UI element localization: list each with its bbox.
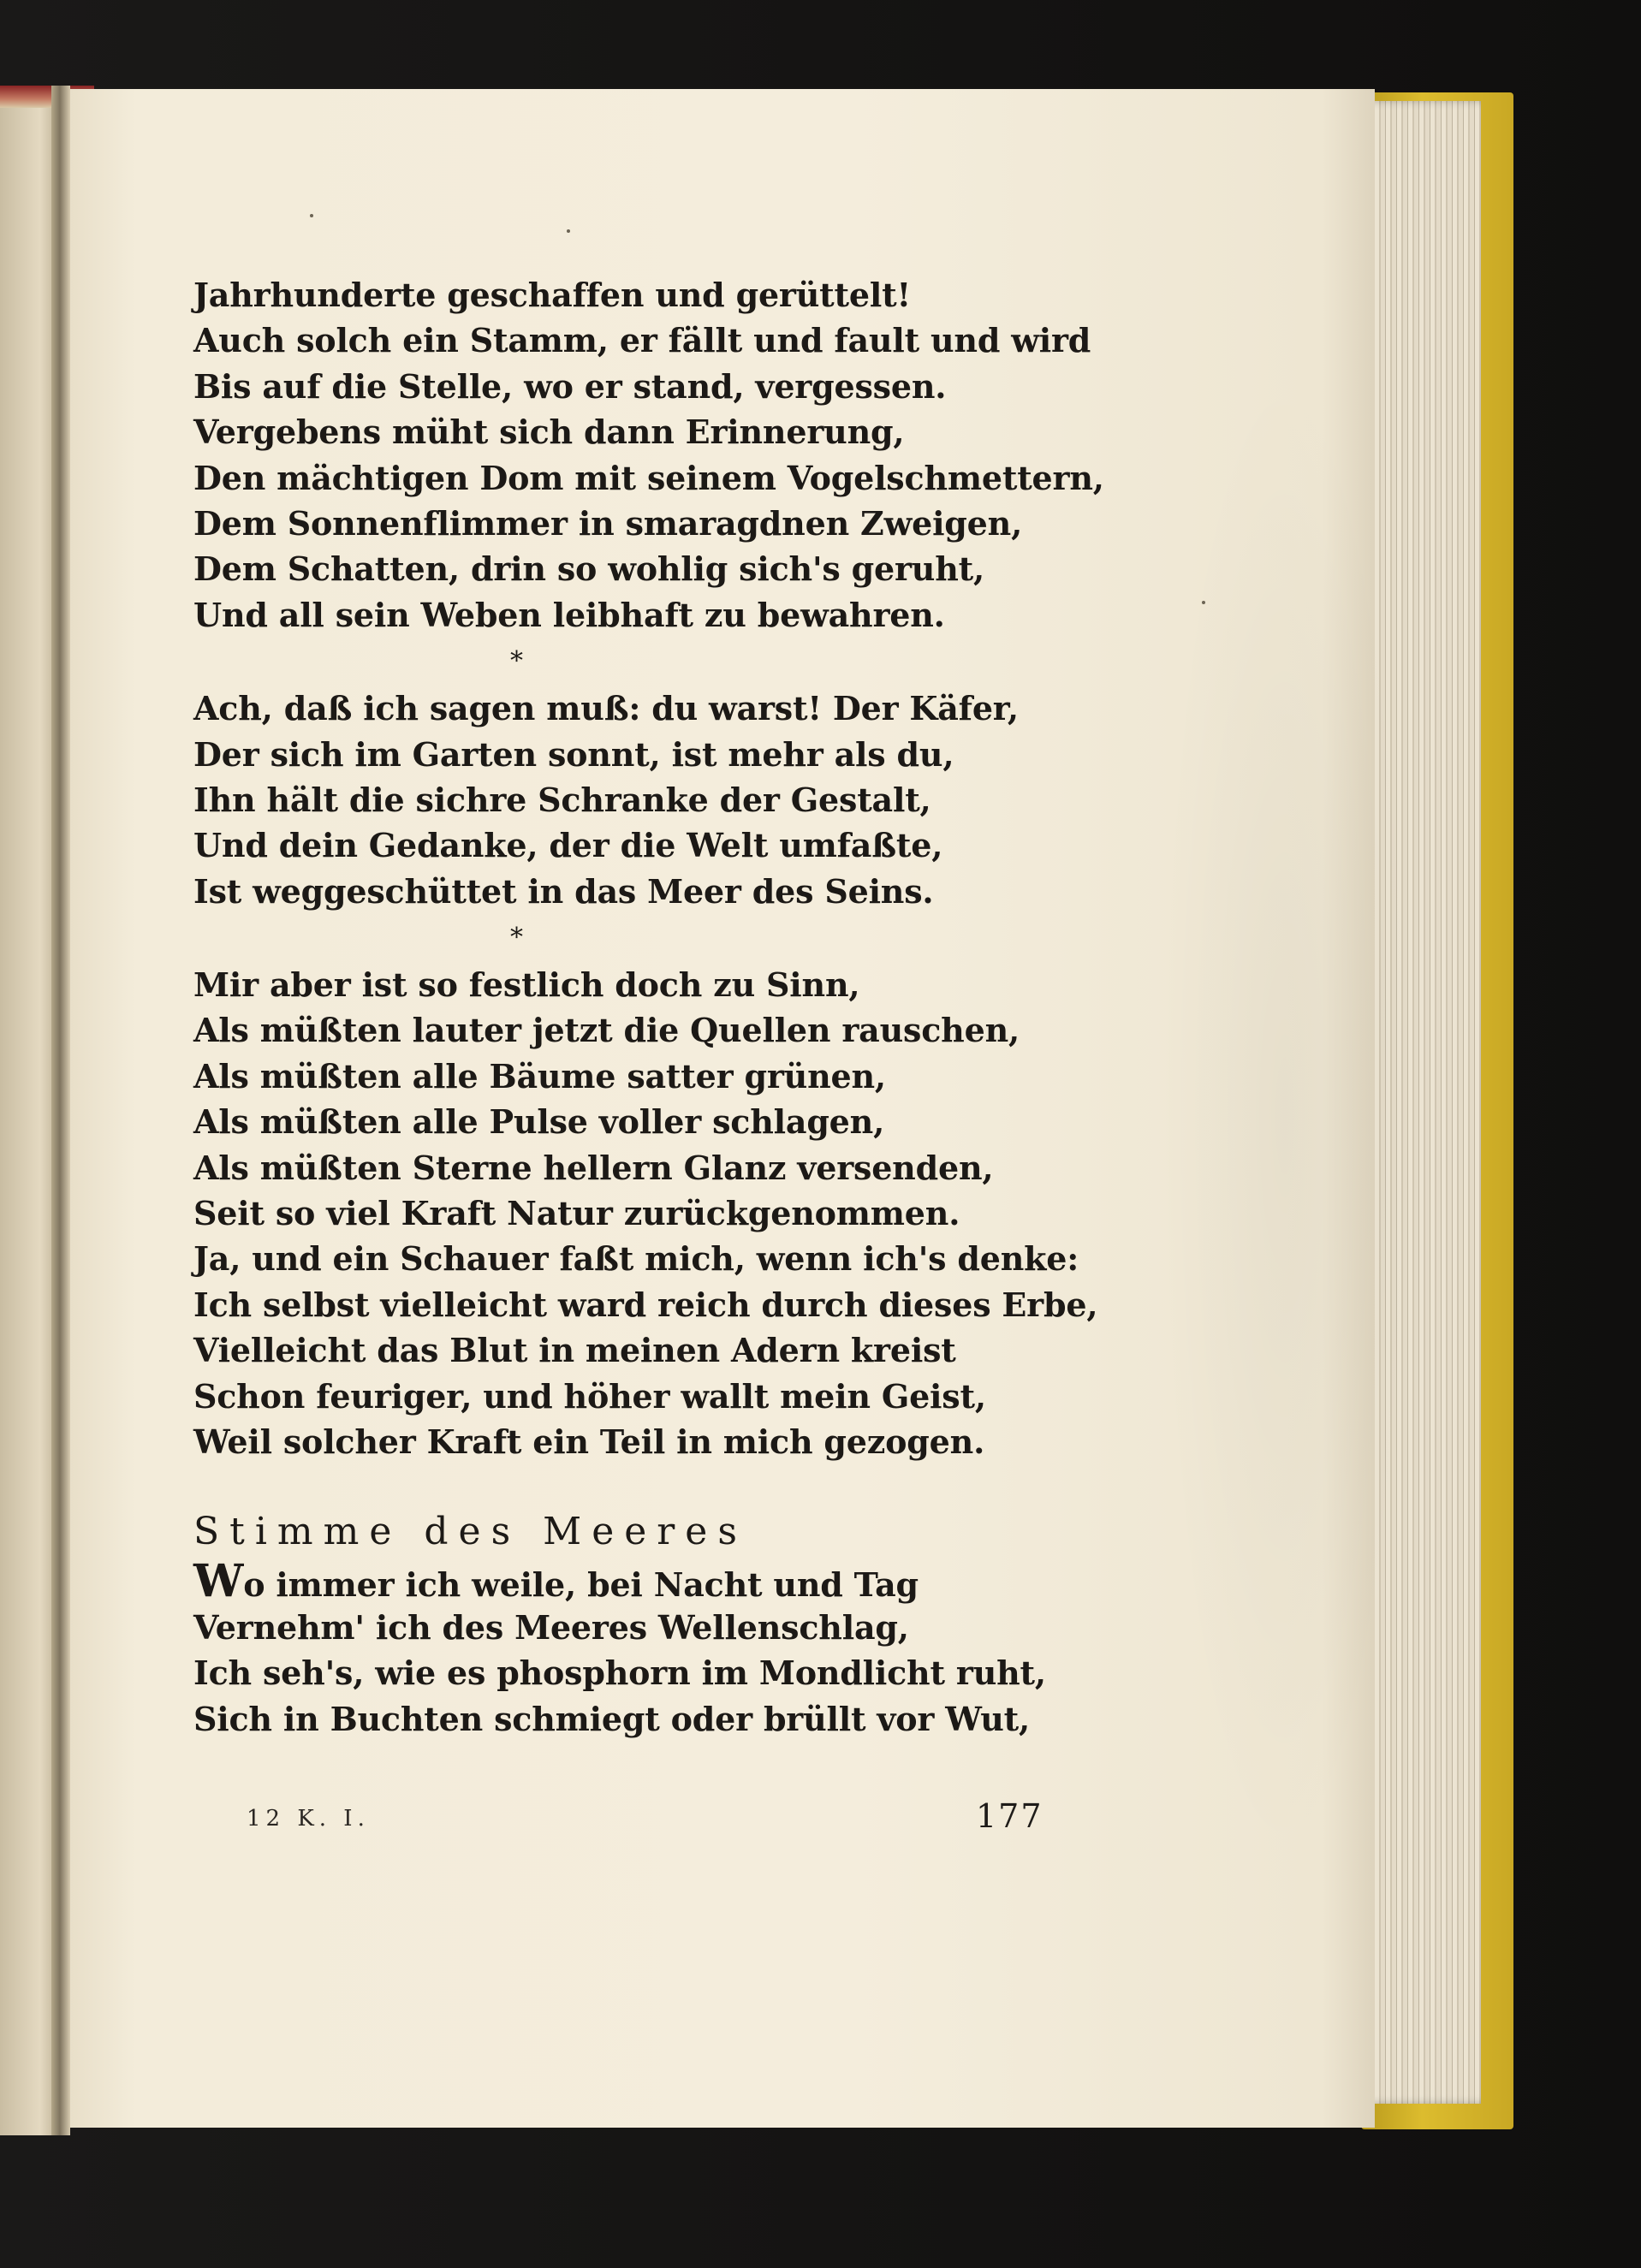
verse-line: Ich seh's, wie es phosphorn im Mondlicht ruht, [193, 1654, 1046, 1693]
verse-line: Als müßten lauter jetzt die Quellen rauschen, [193, 1011, 1020, 1050]
verse-line: Ach, daß ich sagen muß: du warst! Der Käfer, [193, 689, 1019, 728]
show-through-shadow [1156, 346, 1413, 1886]
verse-line: Vernehm' ich des Meeres Wellenschlag, [193, 1607, 909, 1647]
verse-line: Auch solch ein Stamm, er fällt und fault und wird [193, 321, 1091, 360]
signature-mark: 12 K. I. [247, 1806, 370, 1832]
verse-line: Dem Sonnenflimmer in smaragdnen Zweigen, [193, 503, 1023, 543]
verse-line: Und all sein Weben leibhaft zu bewahren. [193, 595, 945, 634]
verse-line: Als müßten Sterne hellern Glanz versenden, [193, 1148, 994, 1187]
verse-line: Und dein Gedanke, der die Welt umfaßte, [193, 826, 943, 865]
stanza [193, 686, 1101, 914]
verse-line: Schon feuriger, und höher wallt mein Geist, [193, 1376, 986, 1416]
verse-line: Dem Schatten, drin so wohlig sich's geruht, [193, 549, 985, 589]
verse-line: Sich in Buchten schmiegt oder brüllt vor Wut, [193, 1699, 1031, 1738]
paper-speck [310, 214, 313, 217]
verse-line: Ich selbst vielleicht ward reich durch dieses Erbe, [193, 1285, 1098, 1324]
verse-line: Ja, und ein Schauer faßt mich, wenn ich's denke: [193, 1239, 1079, 1279]
section-separator: * [510, 923, 523, 953]
poem-first-line [193, 1555, 1101, 1608]
verse-line: Vielleicht das Blut in meinen Adern kreist [193, 1331, 956, 1370]
page-number: 177 [976, 1797, 1043, 1835]
verse-line: Seit so viel Kraft Natur zurückgenommen. [193, 1194, 960, 1233]
verse-line: Ist weggeschüttet in das Meer des Seins. [193, 871, 934, 911]
paper-speck [567, 229, 570, 233]
poem-stanza [193, 1555, 1101, 1742]
verse-line: Mir aber ist so festlich doch zu Sinn, [193, 965, 860, 1005]
verse-line: Jahrhunderte geschaffen und gerüttelt! [193, 276, 911, 314]
section-separator: * [510, 646, 523, 677]
verse-line: Bis auf die Stelle, wo er stand, vergessen. [193, 366, 947, 406]
verse-line: Als müßten alle Pulse voller schlagen, [193, 1102, 885, 1142]
stanza [193, 962, 1101, 1464]
verse-line: Der sich im Garten sonnt, ist mehr als du, [193, 734, 954, 774]
poem-title: Stimme des Meeres [193, 1510, 747, 1554]
stanza [193, 272, 1104, 638]
verse-line: Ihn hält die sichre Schranke der Gestalt, [193, 780, 931, 819]
verse-line: Den mächtigen Dom mit seinem Vogelschmettern, [193, 458, 1104, 497]
verse-line: Weil solcher Kraft ein Teil in mich gezogen. [193, 1422, 985, 1461]
drop-cap: W [193, 1555, 244, 1608]
verse-line: Vergebens müht sich dann Erinnerung, [193, 413, 905, 452]
verse-line: Als müßten alle Bäume satter grünen, [193, 1056, 886, 1095]
paper-speck [1202, 601, 1205, 604]
first-line-text: o immer ich weile, bei Nacht und Tag [243, 1565, 919, 1605]
page-text [193, 272, 1104, 1742]
book-gutter [51, 86, 70, 2135]
